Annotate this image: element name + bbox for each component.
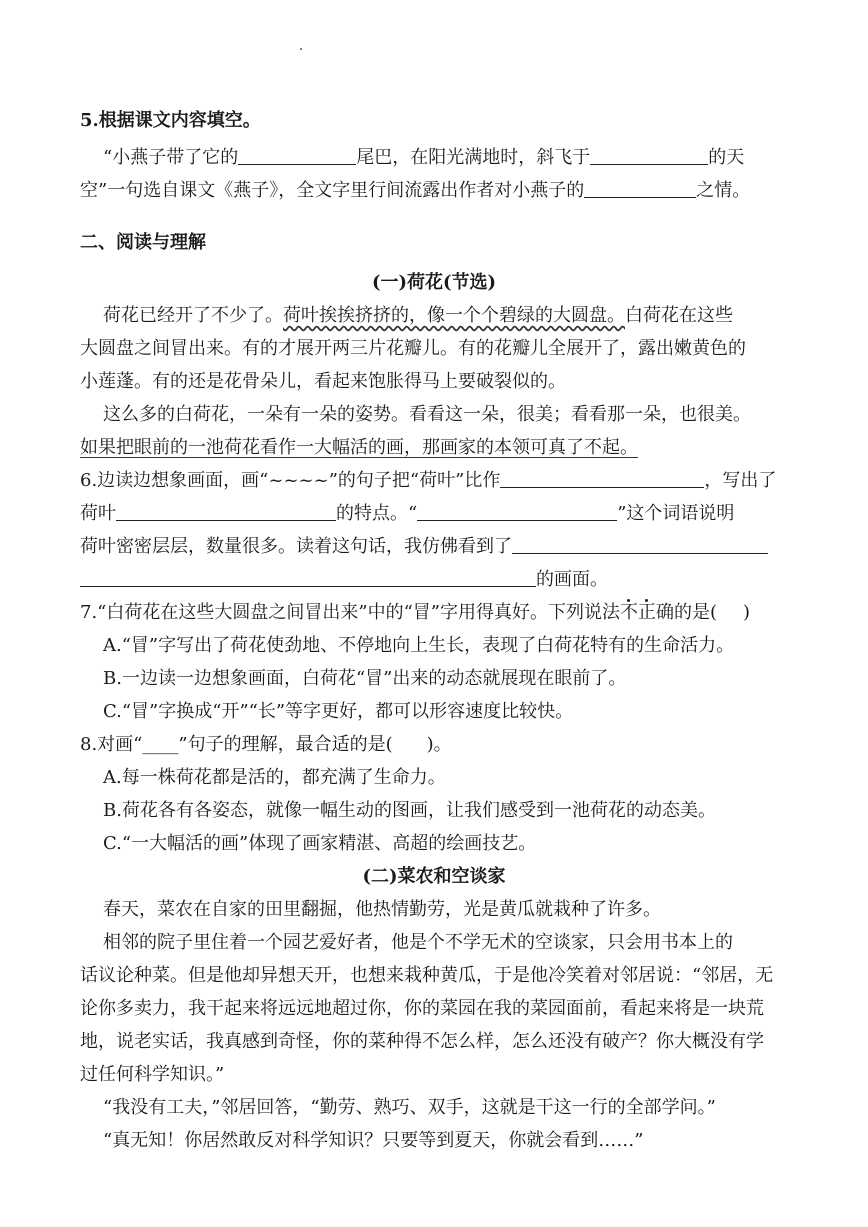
text: ”的句子把“荷叶”比作 bbox=[328, 470, 501, 491]
q7-option-c: C.“冒”字换成“开”“长”等字更好，都可以形容速度比较快。 bbox=[103, 701, 574, 722]
text: 的特点。“ bbox=[336, 503, 418, 524]
passage1-title: (一)荷花(节选) bbox=[371, 272, 497, 293]
line-mark: ____ bbox=[142, 734, 179, 755]
blank-2[interactable] bbox=[590, 146, 708, 165]
q5-title: 5.根据课文内容填空。 bbox=[80, 110, 261, 131]
section-title: 二、阅读与理解 bbox=[80, 232, 206, 253]
underlined-sentence: 如果把眼前的一池荷花看作一大幅活的画，那画家的本领可真了不起。 bbox=[80, 437, 638, 458]
passage2-line-5: 地，说老实话，我真感到奇怪，你的菜种得不怎么样，怎么还没有破产？你大概没有学 bbox=[80, 1031, 764, 1052]
q5-line-2 bbox=[80, 178, 780, 204]
text: 之情。 bbox=[696, 180, 751, 201]
text: ) bbox=[743, 602, 751, 623]
text: 荷花已经开了不少了。 bbox=[103, 305, 283, 326]
passage1-line-1 bbox=[103, 303, 803, 329]
text: 的画面。 bbox=[536, 569, 608, 590]
text: ”这个词语说明 bbox=[617, 503, 735, 524]
passage1-line-5 bbox=[80, 435, 780, 461]
text: 的天 bbox=[708, 147, 745, 168]
blank-6[interactable] bbox=[417, 502, 617, 521]
emphasis-char: 正 bbox=[637, 602, 656, 623]
emphasis-char: 不 bbox=[619, 602, 638, 623]
text: ”句子的理解，最合适的是( bbox=[178, 734, 393, 755]
q6-line-4 bbox=[80, 567, 780, 593]
q8-option-c: C.“一大幅活的画”体现了画家精湛、高超的绘画技艺。 bbox=[103, 833, 537, 854]
passage2-title: (二)菜农和空谈家 bbox=[362, 866, 506, 887]
blank-7[interactable] bbox=[512, 535, 768, 554]
blank-1[interactable] bbox=[238, 146, 356, 165]
text: 空”一句选自课文《燕子》，全文字里行间流露出作者对小燕子的 bbox=[80, 180, 585, 201]
text: 7.“白荷花在这些大圆盘之间冒出来”中的“冒”字用得真好。下列说法 bbox=[80, 602, 620, 623]
q7-stem bbox=[80, 600, 780, 626]
blank-5[interactable] bbox=[116, 502, 336, 521]
wavy-underlined-sentence: 荷叶挨挨挤挤的，像一个个碧绿的大圆盘。 bbox=[283, 305, 625, 326]
q8-stem bbox=[80, 732, 780, 758]
scan-speck bbox=[300, 48, 302, 50]
wavy-mark: ~~~~ bbox=[268, 470, 329, 491]
passage2-line-4: 论你多卖力，我干起来将远远地超过你，你的菜园在我的菜园面前，看起来将是一块荒 bbox=[80, 998, 764, 1019]
q8-option-b: B.荷花各有各姿态，就像一幅生动的图画，让我们感受到一池荷花的动态美。 bbox=[103, 800, 716, 821]
blank-4[interactable] bbox=[500, 469, 704, 488]
text: “小燕子带了它的 bbox=[103, 147, 239, 168]
text: 荷叶 bbox=[80, 503, 116, 524]
passage2-line-8: “真无知！你居然敢反对科学知识？只要等到夏天，你就会看到……” bbox=[103, 1130, 644, 1151]
passage1-line-2: 大圆盘之间冒出来。有的才展开两三片花瓣儿。有的花瓣儿全展开了，露出嫩黄色的 bbox=[80, 338, 746, 359]
text: 尾巴，在阳光满地时，斜飞于 bbox=[356, 147, 591, 168]
passage2-line-2: 相邻的院子里住着一个园艺爱好者，他是个不学无术的空谈家，只会用书本上的 bbox=[103, 932, 733, 953]
text: )。 bbox=[426, 734, 452, 755]
q6-line-3 bbox=[80, 534, 780, 560]
passage1-line-4: 这么多的白荷花，一朵有一朵的姿势。看看这一朵，很美；看看那一朵，也很美。 bbox=[103, 404, 751, 425]
text: 6.边读边想象画面，画“ bbox=[80, 470, 269, 491]
q6-line-1 bbox=[80, 468, 780, 494]
blank-3[interactable] bbox=[584, 179, 696, 198]
passage2-line-6: 过任何科学知识。” bbox=[80, 1064, 225, 1085]
passage1-line-3: 小莲蓬。有的还是花骨朵儿，看起来饱胀得马上要破裂似的。 bbox=[80, 371, 566, 392]
q7-option-b: B.一边读一边想象画面，白荷花“冒”出来的动态就展现在眼前了。 bbox=[103, 668, 627, 689]
q6-line-2 bbox=[80, 501, 780, 527]
text: 8.对画“ bbox=[80, 734, 143, 755]
text: ，写出了 bbox=[704, 470, 777, 491]
text: 白荷花在这些 bbox=[625, 305, 733, 326]
text: 荷叶密密层层，数量很多。读着这句话，我仿佛看到了 bbox=[80, 536, 512, 557]
blank-8[interactable] bbox=[80, 568, 536, 587]
passage2-line-7: “我没有工夫，”邻居回答，“勤劳、熟巧、双手，这就是干这一行的全部学问。” bbox=[103, 1097, 716, 1118]
q7-option-a: A.“冒”字写出了荷花使劲地、不停地向上生长，表现了白荷花特有的生命活力。 bbox=[103, 635, 735, 656]
q5-line-1 bbox=[103, 145, 803, 171]
q8-option-a: A.每一株荷花都是活的，都充满了生命力。 bbox=[103, 767, 446, 788]
passage2-line-1: 春天，菜农在自家的田里翻掘，他热情勤劳，光是黄瓜就栽种了许多。 bbox=[103, 899, 661, 920]
text: 确的是( bbox=[655, 602, 718, 623]
passage2-line-3: 话议论种菜。但是他却异想天开，也想来栽种黄瓜，于是他冷笑着对邻居说：“邻居，无 bbox=[80, 965, 774, 986]
